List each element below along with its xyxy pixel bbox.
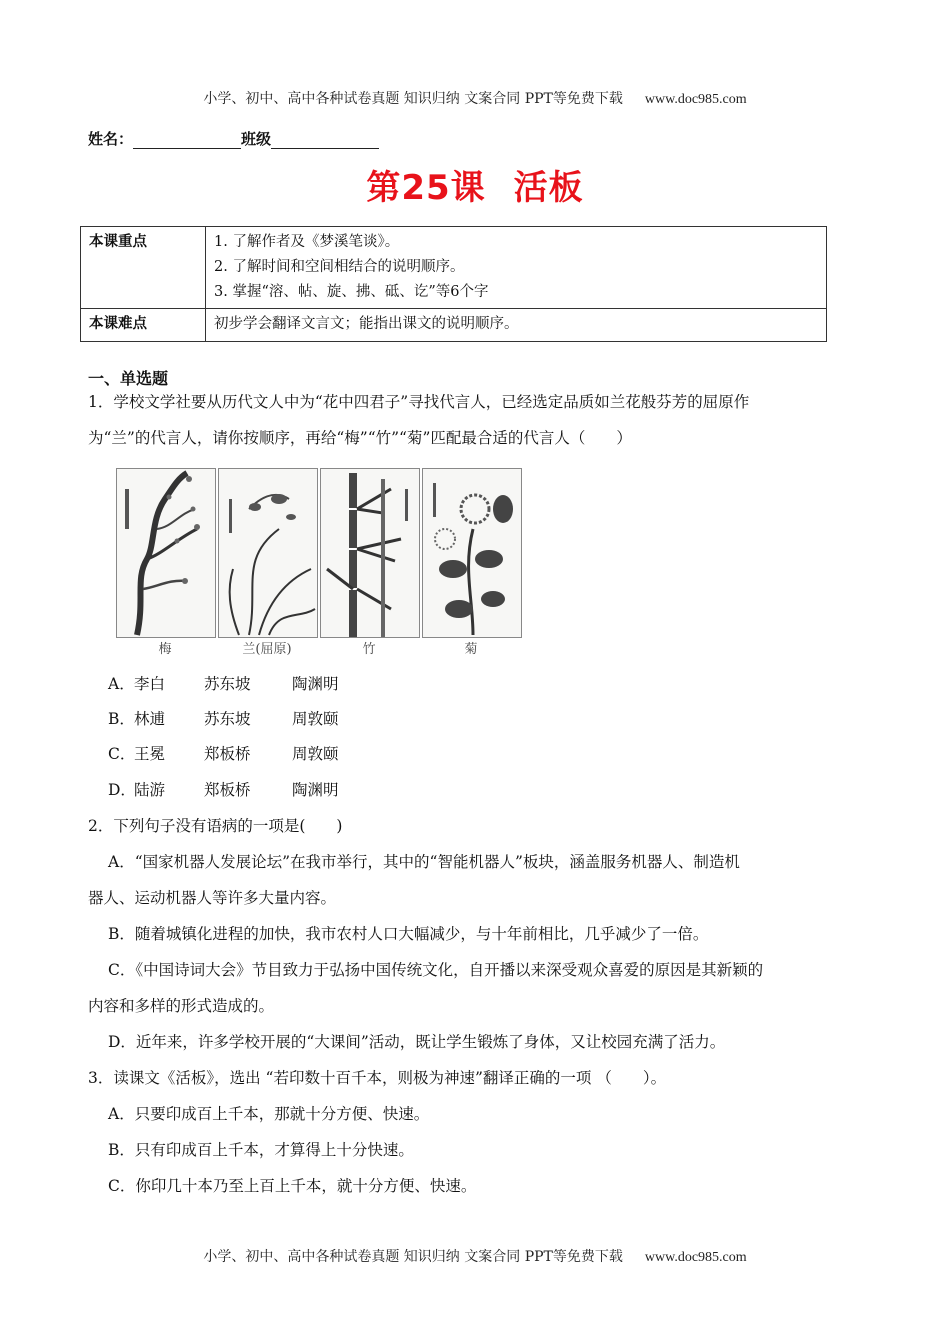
lesson-focus-table [80, 226, 827, 342]
key-points-label: 本课重点 [81, 227, 206, 309]
key-point: 1. 了解作者及《梦溪笔谈》。 [214, 234, 400, 250]
plum-painting [116, 468, 216, 638]
header-url[interactable]: www.doc985.com [644, 92, 747, 107]
q1-stem-line1: 1．学校文学社要从历代文人中为“花中四君子”寻找代言人，已经选定品质如兰花般芬芳的屈原作 [88, 393, 750, 411]
footer-url[interactable]: www.doc985.com [644, 1250, 747, 1265]
caption-bamboo: 竹 [362, 642, 376, 657]
name-label: 姓名： [88, 130, 134, 148]
q2-option-a-line2[interactable]: 器人、运动机器人等许多大量内容。 [88, 889, 337, 907]
key-point: 3. 掌握“溶、帖、旋、拂、砥、讫”等6个字 [214, 284, 489, 300]
q1-option-a[interactable]: A．李白 苏东坡 陶渊明 [108, 675, 339, 693]
header-text: 小学、初中、高中各种试卷真题 知识归纳 文案合同 PPT等免费下载 [203, 91, 623, 107]
page-footer [0, 1246, 950, 1266]
q2-option-a-line1[interactable]: A．“国家机器人发展论坛”在我市举行，其中的“智能机器人”板块，涵盖服务机器人、制造机 [108, 853, 740, 871]
q2-option-b[interactable]: B．随着城镇化进程的加快，我市农村人口大幅减少，与十年前相比，几乎减少了一倍。 [108, 925, 709, 943]
caption-plum: 梅 [158, 642, 172, 657]
caption-orchid: 兰(屈原) [242, 642, 292, 657]
footer-text: 小学、初中、高中各种试卷真题 知识归纳 文案合同 PPT等免费下载 [203, 1249, 623, 1265]
name-blank[interactable] [133, 132, 241, 149]
q3-option-a[interactable]: A．只要印成百上千本，那就十分方便、快速。 [108, 1105, 430, 1123]
q2-option-d[interactable]: D．近年来，许多学校开展的“大课间”活动，既让学生锻炼了身体，又让校园充满了活力。 [108, 1033, 726, 1051]
difficulty-content: 初步学会翻译文言文；能指出课文的说明顺序。 [206, 309, 827, 342]
class-label: 班级 [241, 130, 272, 148]
key-points-row [81, 227, 827, 309]
lesson-number: 第25课 [366, 168, 486, 208]
q3-stem: 3．读课文《活板》，选出 “若印数十百千本，则极为神速”翻译正确的一项 （ ）。 [88, 1069, 667, 1087]
chrysanthemum-painting [422, 468, 522, 638]
q1-option-c[interactable]: C．王冕 郑板桥 周敦颐 [108, 745, 339, 763]
q2-option-c-line2[interactable]: 内容和多样的形式造成的。 [88, 997, 275, 1015]
q2-option-c-line1[interactable]: C．《中国诗词大会》节目致力于弘扬中国传统文化，自开播以来深受观众喜爱的原因是其新颖的 [108, 961, 764, 979]
caption-chrysanthemum: 菊 [464, 642, 478, 657]
q1-option-d[interactable]: D．陆游 郑板桥 陶渊明 [108, 781, 339, 799]
q3-option-c[interactable]: C．你印几十本乃至上百上千本，就十分方便、快速。 [108, 1177, 477, 1195]
bamboo-painting [320, 468, 420, 638]
lesson-name: 活板 [513, 168, 584, 208]
class-blank[interactable] [271, 132, 379, 149]
difficulty-label: 本课难点 [81, 309, 206, 342]
difficulty-row [81, 309, 827, 342]
key-points-content [206, 227, 827, 309]
section-title: 一、单选题 [88, 369, 169, 388]
orchid-painting [218, 468, 318, 638]
lesson-title [0, 160, 950, 209]
q3-option-b[interactable]: B．只有印成百上千本，才算得上十分快速。 [108, 1141, 414, 1159]
key-point: 2. 了解时间和空间相结合的说明顺序。 [214, 259, 465, 275]
page-header [0, 88, 950, 108]
student-info-line [88, 128, 379, 149]
four-gentlemen-illustration [116, 468, 522, 660]
q1-option-b[interactable]: B．林逋 苏东坡 周敦颐 [108, 710, 339, 728]
q2-stem: 2．下列句子没有语病的一项是( ) [88, 817, 343, 835]
q1-stem-line2: 为“兰”的代言人，请你按顺序，再给“梅”“竹”“菊”匹配最合适的代言人（ ） [88, 429, 632, 447]
